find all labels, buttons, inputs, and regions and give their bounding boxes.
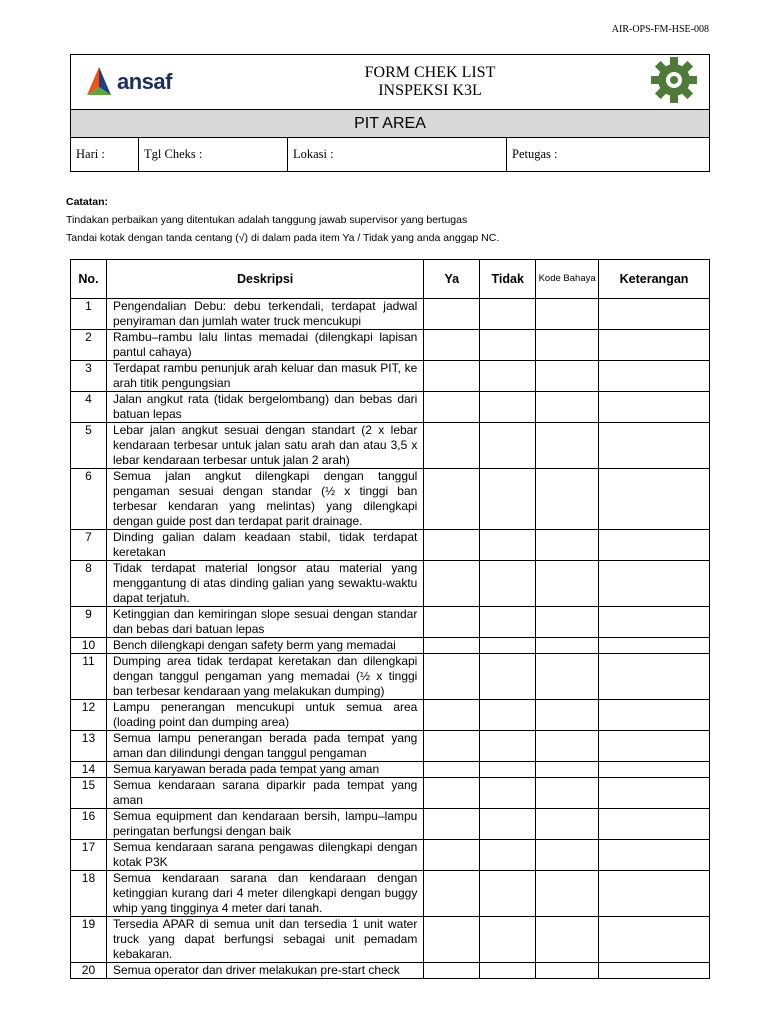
keterangan-cell[interactable]: [599, 561, 710, 607]
field-lokasi[interactable]: Lokasi :: [288, 138, 507, 171]
kode-bahaya-cell[interactable]: [536, 638, 599, 654]
kode-bahaya-cell[interactable]: [536, 299, 599, 330]
table-row: [71, 330, 710, 361]
item-description: Semua operator dan driver melakukan pre-start check: [106, 963, 423, 979]
check-tidak[interactable]: [480, 607, 536, 638]
check-ya[interactable]: [424, 809, 480, 840]
check-ya[interactable]: [424, 762, 480, 778]
area-title: PIT AREA: [71, 110, 709, 137]
item-description: Semua equipment dan kendaraan bersih, lampu–lampu peringatan berfungsi dengan baik: [106, 809, 423, 840]
table-row: [71, 561, 710, 607]
check-ya[interactable]: [424, 299, 480, 330]
check-tidak[interactable]: [480, 530, 536, 561]
item-number: 20: [71, 963, 107, 979]
kode-bahaya-cell[interactable]: [536, 423, 599, 469]
item-number: 9: [71, 607, 107, 638]
item-number: 3: [71, 361, 107, 392]
col-no: No.: [71, 260, 107, 299]
kode-bahaya-cell[interactable]: [536, 809, 599, 840]
keterangan-cell[interactable]: [599, 469, 710, 530]
form-title: [221, 55, 639, 110]
ansaf-logo-icon: [84, 65, 114, 99]
notes-title: Catatan:: [66, 196, 109, 208]
item-number: 4: [71, 392, 107, 423]
kode-bahaya-cell[interactable]: [536, 607, 599, 638]
keterangan-cell[interactable]: [599, 530, 710, 561]
check-tidak[interactable]: [480, 762, 536, 778]
col-ya: Ya: [424, 260, 480, 299]
item-description: Jalan angkut rata (tidak bergelombang) dan bebas dari batuan lepas: [106, 392, 423, 423]
check-ya[interactable]: [424, 469, 480, 530]
keterangan-cell[interactable]: [599, 840, 710, 871]
item-description: Lebar jalan angkut sesuai dengan standart (2 x lebar kendaraan terbesar untuk jalan satu arah dan atau 3,5 x lebar kendaraan terbesar untuk jalan 2 arah): [106, 423, 423, 469]
item-description: Semua karyawan berada pada tempat yang aman: [106, 762, 423, 778]
table-row: [71, 530, 710, 561]
item-number: 12: [71, 700, 107, 731]
keterangan-cell[interactable]: [599, 392, 710, 423]
item-number: 6: [71, 469, 107, 530]
kode-bahaya-cell[interactable]: [536, 871, 599, 917]
check-tidak[interactable]: [480, 330, 536, 361]
table-row: [71, 762, 710, 778]
kode-bahaya-cell[interactable]: [536, 700, 599, 731]
item-description: Lampu penerangan mencukupi untuk semua area (loading point dan dumping area): [106, 700, 423, 731]
notes-line-1: Tindakan perbaikan yang ditentukan adalah tanggung jawab supervisor yang bertugas: [66, 214, 468, 226]
title-line-2: INSPEKSI K3L: [378, 82, 482, 99]
logo-cell: [71, 55, 222, 110]
kode-bahaya-cell[interactable]: [536, 731, 599, 762]
item-description: Tidak terdapat material longsor atau material yang menggantung di atas dinding galian yang sewaktu-waktu dapat terjatuh.: [106, 561, 423, 607]
table-row: [71, 469, 710, 530]
keterangan-cell[interactable]: [599, 361, 710, 392]
check-tidak[interactable]: [480, 778, 536, 809]
item-description: Dinding galian dalam keadaan stabil, tidak terdapat keretakan: [106, 530, 423, 561]
check-ya[interactable]: [424, 423, 480, 469]
table-row: [71, 423, 710, 469]
item-description: Semua lampu penerangan berada pada tempat yang aman dan dilindungi dengan tanggul pengaman: [106, 731, 423, 762]
col-deskripsi: Deskripsi: [106, 260, 423, 299]
check-ya[interactable]: [424, 871, 480, 917]
check-tidak[interactable]: [480, 809, 536, 840]
item-number: 18: [71, 871, 107, 917]
check-ya[interactable]: [424, 731, 480, 762]
table-row: [71, 392, 710, 423]
table-row: [71, 963, 710, 979]
keterangan-cell[interactable]: [599, 607, 710, 638]
keterangan-cell[interactable]: [599, 762, 710, 778]
check-ya[interactable]: [424, 654, 480, 700]
keterangan-cell[interactable]: [599, 423, 710, 469]
item-description: Terdapat rambu penunjuk arah keluar dan masuk PIT, ke arah titik pengungsian: [106, 361, 423, 392]
keterangan-cell[interactable]: [599, 330, 710, 361]
check-tidak[interactable]: [480, 638, 536, 654]
item-description: Semua kendaraan sarana dan kendaraan dengan ketinggian kurang dari 4 meter dilengkapi dengan buggy whip yang tingginya 4 meter dari tanah.: [106, 871, 423, 917]
table-row: [71, 361, 710, 392]
table-row: [71, 731, 710, 762]
field-tgl-cheks[interactable]: Tgl Cheks :: [139, 138, 288, 171]
check-tidak[interactable]: [480, 731, 536, 762]
kode-bahaya-cell[interactable]: [536, 917, 599, 963]
keterangan-cell[interactable]: [599, 654, 710, 700]
field-petugas[interactable]: Petugas :: [512, 147, 558, 161]
check-ya[interactable]: [424, 638, 480, 654]
item-number: 17: [71, 840, 107, 871]
item-description: Pengendalian Debu: debu terkendali, terdapat jadwal penyiraman dan jumlah water truck mencukupi: [106, 299, 423, 330]
item-number: 13: [71, 731, 107, 762]
table-row: [71, 871, 710, 917]
gear-icon: [650, 56, 698, 104]
item-number: 5: [71, 423, 107, 469]
kode-bahaya-cell[interactable]: [536, 840, 599, 871]
check-tidak[interactable]: [480, 871, 536, 917]
check-ya[interactable]: [424, 361, 480, 392]
item-description: Tersedia APAR di semua unit dan tersedia 1 unit water truck yang dapat berfungsi sebagai unit pemadam kebakaran.: [106, 917, 423, 963]
kode-bahaya-cell[interactable]: [536, 330, 599, 361]
check-tidak[interactable]: [480, 423, 536, 469]
notes-line-2: Tandai kotak dengan tanda centang (√) di dalam pada item Ya / Tidak yang anda anggap NC.: [66, 232, 500, 244]
gear-cell: [639, 55, 710, 110]
check-ya[interactable]: [424, 330, 480, 361]
table-row: [71, 299, 710, 330]
check-tidak[interactable]: [480, 392, 536, 423]
check-ya[interactable]: [424, 392, 480, 423]
form-header: [70, 54, 710, 172]
company-logo-text: ansaf: [117, 69, 172, 94]
item-number: 1: [71, 299, 107, 330]
check-tidak[interactable]: [480, 840, 536, 871]
document-code: AIR-OPS-FM-HSE-008: [611, 24, 709, 35]
check-ya[interactable]: [424, 840, 480, 871]
check-tidak[interactable]: [480, 361, 536, 392]
item-number: 8: [71, 561, 107, 607]
check-tidak[interactable]: [480, 654, 536, 700]
kode-bahaya-cell[interactable]: [536, 762, 599, 778]
item-number: 16: [71, 809, 107, 840]
kode-bahaya-cell[interactable]: [536, 469, 599, 530]
col-kode-bahaya: Kode Bahaya: [536, 260, 599, 299]
item-number: 14: [71, 762, 107, 778]
col-tidak: Tidak: [480, 260, 536, 299]
check-tidak[interactable]: [480, 299, 536, 330]
item-number: 2: [71, 330, 107, 361]
item-number: 15: [71, 778, 107, 809]
keterangan-cell[interactable]: [599, 700, 710, 731]
keterangan-cell[interactable]: [599, 638, 710, 654]
keterangan-cell[interactable]: [599, 963, 710, 979]
table-row: [71, 607, 710, 638]
table-header-row: [71, 260, 710, 299]
table-row: [71, 654, 710, 700]
field-hari[interactable]: Hari :: [71, 138, 139, 171]
item-number: 19: [71, 917, 107, 963]
keterangan-cell[interactable]: [599, 731, 710, 762]
check-ya[interactable]: [424, 700, 480, 731]
item-number: 7: [71, 530, 107, 561]
notes-section: [66, 193, 499, 247]
kode-bahaya-cell[interactable]: [536, 654, 599, 700]
check-ya[interactable]: [424, 778, 480, 809]
check-tidak[interactable]: [480, 700, 536, 731]
kode-bahaya-cell[interactable]: [536, 963, 599, 979]
item-description: Ketinggian dan kemiringan slope sesuai dengan standar dan bebas dari batuan lepas: [106, 607, 423, 638]
item-description: Semua jalan angkut dilengkapi dengan tanggul pengaman sesuai dengan standar (½ x tinggi ban terbesar kendaran yang melintas) yang dilengkapi dengan guide post dan terdapat parit drainage.: [106, 469, 423, 530]
table-row: [71, 809, 710, 840]
check-tidak[interactable]: [480, 561, 536, 607]
check-ya[interactable]: [424, 917, 480, 963]
kode-bahaya-cell[interactable]: [536, 561, 599, 607]
item-description: Bench dilengkapi dengan safety berm yang memadai: [106, 638, 423, 654]
table-row: [71, 638, 710, 654]
item-description: Rambu–rambu lalu lintas memadai (dilengkapi lapisan pantul cahaya): [106, 330, 423, 361]
check-ya[interactable]: [424, 561, 480, 607]
kode-bahaya-cell[interactable]: [536, 361, 599, 392]
check-tidak[interactable]: [480, 963, 536, 979]
keterangan-cell[interactable]: [599, 871, 710, 917]
check-tidak[interactable]: [480, 917, 536, 963]
item-number: 11: [71, 654, 107, 700]
kode-bahaya-cell[interactable]: [536, 778, 599, 809]
check-ya[interactable]: [424, 963, 480, 979]
item-number: 10: [71, 638, 107, 654]
title-line-1: FORM CHEK LIST: [364, 64, 496, 81]
item-description: Dumping area tidak terdapat keretakan dan dilengkapi dengan tanggul pengaman yang memadai (½ x tinggi ban terbesar kendaraan yang melakukan dumping): [106, 654, 423, 700]
item-description: Semua kendaraan sarana diparkir pada tempat yang aman: [106, 778, 423, 809]
table-row: [71, 778, 710, 809]
checklist-table: [70, 259, 710, 979]
keterangan-cell[interactable]: [599, 299, 710, 330]
keterangan-cell[interactable]: [599, 778, 710, 809]
keterangan-cell[interactable]: [599, 917, 710, 963]
kode-bahaya-cell[interactable]: [536, 530, 599, 561]
table-row: [71, 700, 710, 731]
check-ya[interactable]: [424, 607, 480, 638]
table-row: [71, 917, 710, 963]
check-ya[interactable]: [424, 530, 480, 561]
kode-bahaya-cell[interactable]: [536, 392, 599, 423]
check-tidak[interactable]: [480, 469, 536, 530]
col-keterangan: Keterangan: [599, 260, 710, 299]
keterangan-cell[interactable]: [599, 809, 710, 840]
item-description: Semua kendaraan sarana pengawas dilengkapi dengan kotak P3K: [106, 840, 423, 871]
table-row: [71, 840, 710, 871]
